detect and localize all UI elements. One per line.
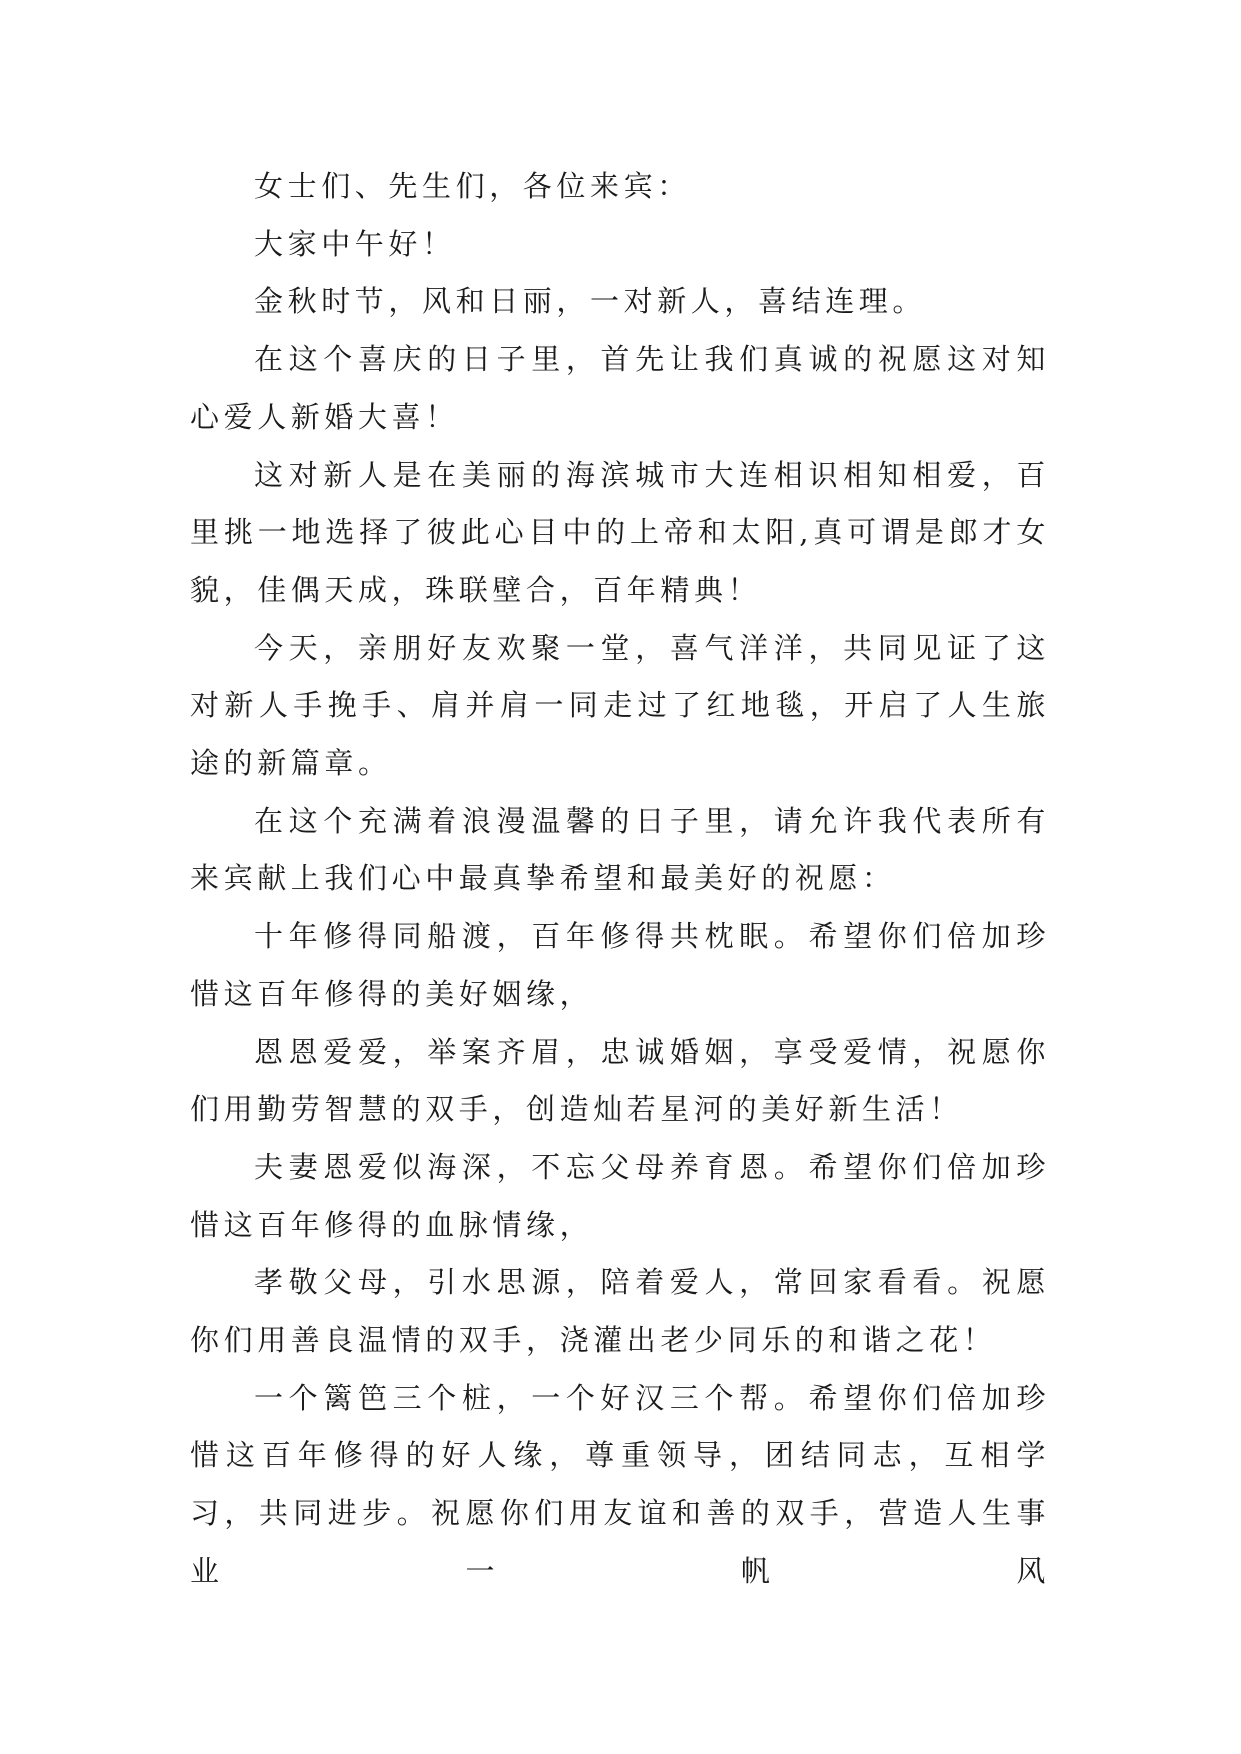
body-paragraph: 在这个喜庆的日子里，首先让我们真诚的祝愿这对知心爱人新婚大喜！ — [190, 342, 1050, 434]
document-body — [190, 158, 1050, 1601]
body-paragraph: 这对新人是在美丽的海滨城市大连相识相知相爱，百里挑一地选择了彼此心目中的上帝和太阳,真可谓是郎才女貌，佳偶天成，珠联壁合，百年精典！ — [190, 457, 1050, 607]
body-paragraph: 在这个充满着浪漫温馨的日子里，请允许我代表所有来宾献上我们心中最真挚希望和最美好的祝愿： — [190, 803, 1050, 896]
greeting-paragraph: 大家中午好！ — [254, 226, 456, 261]
body-paragraph: 恩恩爱爱，举案齐眉，忠诚婚姻，享受爱情，祝愿你们用勤劳智慧的双手，创造灿若星河的美好新生活！ — [190, 1034, 1050, 1127]
body-paragraph: 夫妻恩爱似海深，不忘父母养育恩。希望你们倍加珍惜这百年修得的血脉情缘， — [190, 1149, 1050, 1242]
body-paragraph: 十年修得同船渡，百年修得共枕眠。希望你们倍加珍惜这百年修得的美好姻缘， — [190, 919, 1050, 1011]
salutation-paragraph: 女士们、先生们，各位来宾： — [254, 169, 691, 203]
body-paragraph: 孝敬父母，引水思源，陪着爱人，常回家看看。祝愿你们用善良温情的双手，浇灌出老少同乐的和谐之花！ — [190, 1265, 1050, 1358]
body-paragraph: 一个篱笆三个桩，一个好汉三个帮。希望你们倍加珍惜这百年修得的好人缘，尊重领导，团结同志，互相学习，共同进步。祝愿你们用友谊和善的双手，营造人生事业一帆风 — [190, 1380, 1050, 1588]
body-paragraph: 今天，亲朋好友欢聚一堂，喜气洋洋，共同见证了这对新人手挽手、肩并肩一同走过了红地毯，开启了人生旅途的新篇章。 — [190, 630, 1050, 781]
body-paragraph: 金秋时节，风和日丽，一对新人，喜结连理。 — [254, 284, 927, 319]
